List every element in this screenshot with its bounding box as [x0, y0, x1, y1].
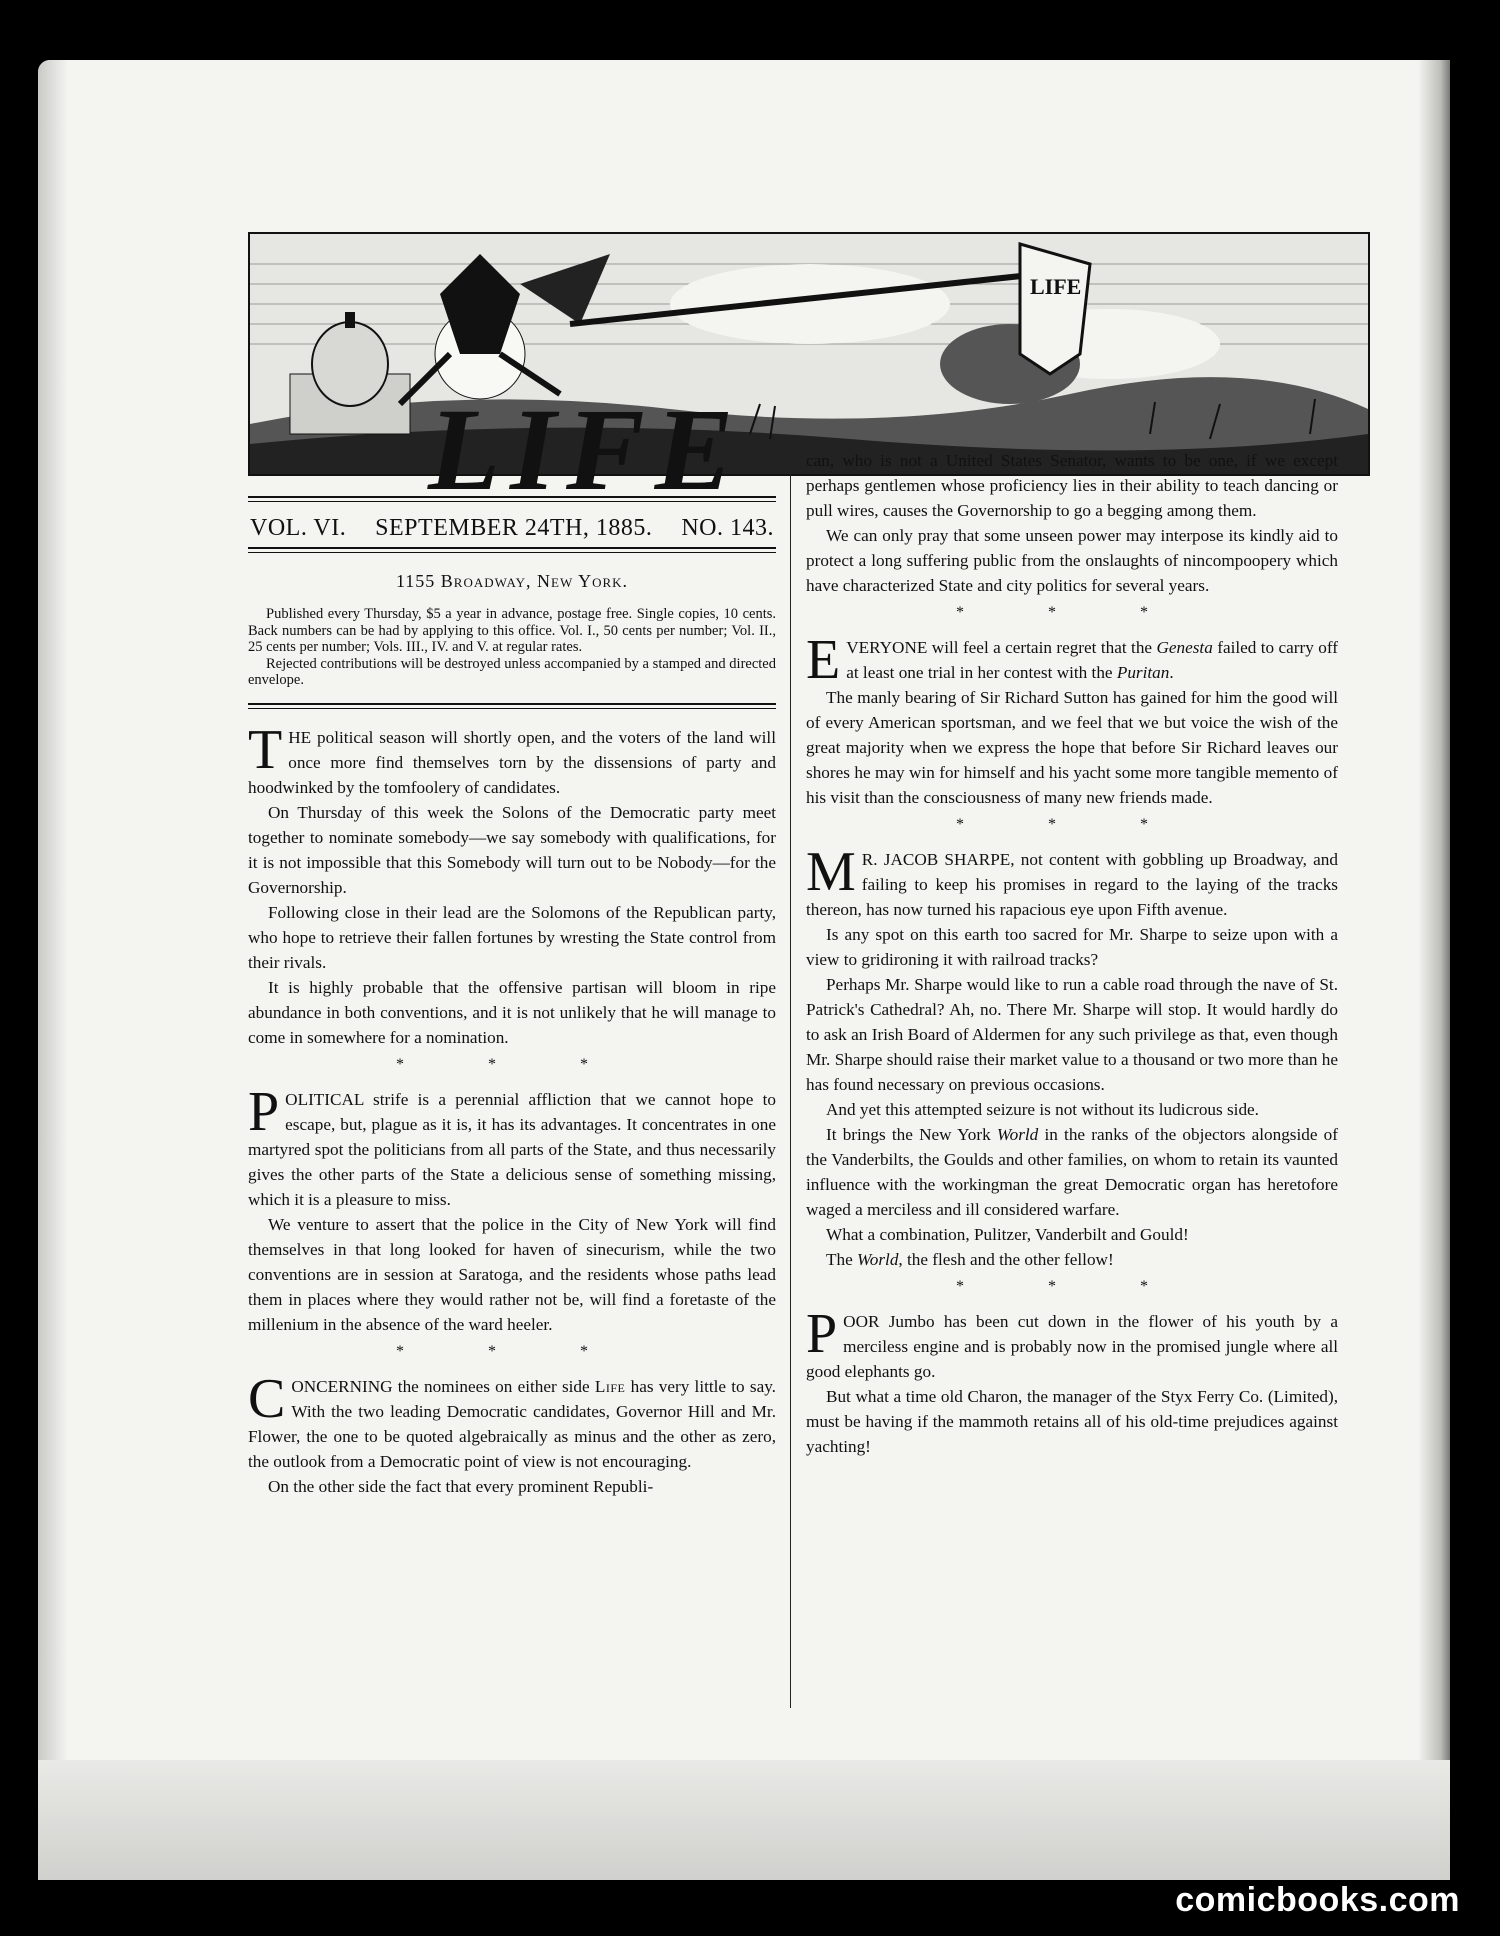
left-column [248, 496, 776, 1499]
column-divider [790, 448, 791, 1708]
drop-cap: M [806, 841, 856, 903]
subscription-info: Published every Thursday, $5 a year in advance, postage free. Single copies, 10 cents. Back numbers can be had by applying to this office. Vol. I., 50 cents per number; Vol. II., 25 cents per number; Vols. III., IV. and V. at regular rates. [248, 606, 776, 655]
section-separator: * * * [956, 1278, 1188, 1295]
right-column [806, 448, 1338, 1459]
article-paragraph: can, who is not a United States Senator, wants to be one, if we except perhaps gentlemen whose proficiency lies in their ability to teach dancing or pull wires, causes the Governorship to go a begging among them. [806, 451, 1338, 520]
section-separator: * * * [396, 1055, 628, 1073]
page-gutter [1418, 60, 1450, 1760]
page-bottom-edge [38, 1760, 1450, 1880]
article-paragraph: We can only pray that some unseen power may interpose its kindly aid to protect a long suffering public from the onslaughts of nincompoopery which have characterized State and city politics for several years. [806, 526, 1338, 595]
drop-cap: P [806, 1303, 838, 1365]
issue-line [248, 502, 776, 547]
drop-cap: C [248, 1367, 286, 1430]
article-paragraph: On the other side the fact that every prominent Republi- [268, 1476, 654, 1496]
article-paragraph: And yet this attempted seizure is not without its ludicrous side. [826, 1100, 1259, 1119]
volume: VOL. VI. [250, 515, 347, 541]
article-paragraph: It is highly probable that the offensive partisan will bloom in ripe abundance in both conventions, and it is not unlikely that he will manage to come in somewhere for a nomination. [248, 977, 776, 1047]
article-paragraph: POOR Jumbo has been cut down in the flower of his youth by a merciless engine and is probably now in the promised jungle where all good elephants go. [806, 1303, 1338, 1381]
article-paragraph: What a combination, Pulitzer, Vanderbilt and Gould! [826, 1225, 1189, 1244]
section-separator: * * * [956, 816, 1188, 833]
section-separator: * * * [396, 1342, 628, 1360]
article-paragraph: On Thursday of this week the Solons of the Democratic party meet together to nominate somebody—we say somebody with qualifications, for it is not impossible that this Somebody will turn out to be Nobody—for the Governorship. [248, 802, 776, 897]
shield-lettering: LIFE [1030, 274, 1082, 299]
contributions-notice: Rejected contributions will be destroyed unless accompanied by a stamped and directed envelope. [248, 655, 776, 688]
masthead-illustration [248, 232, 1370, 476]
article-paragraph: EVERYONE will feel a certain regret that the Genesta failed to carry off at least one trial in her contest with the Puritan. [806, 629, 1338, 691]
magazine-logo: LIFE [428, 384, 744, 515]
article-paragraph: Is any spot on this earth too sacred for Mr. Sharpe to seize upon with a view to gridironing it with railroad tracks? [806, 925, 1338, 969]
publisher-address: 1155 Broadway, New York. [395, 571, 629, 591]
article-paragraph: M R. JACOB SHARPE, not content with gobbling up Broadway, and failing to keep his promises in regard to the laying of the tracks thereon, has now turned his rapacious eye upon Fifth avenue. [806, 841, 1338, 919]
article-paragraph: CONCERNING the nominees on either side Life has very little to say. With the two leading Democratic candidates, Governor Hill and Mr. Flower, the one to be quoted algebraically as minus and the other as zero, the outlook from a Democratic point of view is not encouraging. [248, 1367, 776, 1471]
drop-cap: E [806, 629, 841, 691]
article-paragraph: We venture to assert that the police in the City of New York will find themselves in that long looked for haven of sinecurism, while the two conventions are in session at Saratoga, and the residents whose paths lead them in places where they would rather not be, will find a foretaste of the millenium in the absence of the ward heeler. [248, 1214, 776, 1334]
article-paragraph: THE political season will shortly open, and the voters of the land will once more find themselves torn by the dissensions of party and hoodwinked by the tomfoolery of candidates. [248, 718, 776, 797]
article-paragraph: It brings the New York World in the ranks of the objectors alongside of the Vanderbilts, the Goulds and other families, on whom to retain its vaunted influence with the workingman the great Democratic organ has heretofore waged a merciless and ill considered warfare. [806, 1125, 1338, 1219]
article-paragraph: Perhaps Mr. Sharpe would like to run a cable road through the nave of St. Patrick's Cathedral? Ah, no. There Mr. Sharpe will stop. It would hardly do to ask an Irish Board of Aldermen for any such privilege as that, even though Mr. Sharpe should raise their market value to a thousand or two more than he has found necessary on previous occasions. [806, 975, 1338, 1094]
issue-number: NO. 143. [681, 515, 774, 541]
article-paragraph: Following close in their lead are the Solomons of the Republican party, who hope to retrieve their fallen fortunes by wresting the State control from their rivals. [248, 902, 776, 972]
page-spine-shadow [38, 60, 68, 1760]
article-paragraph: The manly bearing of Sir Richard Sutton has gained for him the good will of every American sportsman, and we feel that we but voice the wish of the great majority when we express the hope that before Sir Richard leaves our shores he may win for himself and his yacht some more tangible memento of his visit than the consciousness of many new friends made. [806, 688, 1338, 807]
masthead-engraving [250, 234, 1368, 474]
section-separator: * * * [956, 604, 1188, 621]
article-paragraph: But what a time old Charon, the manager of the Styx Ferry Co. (Limited), must be having if the mammoth retains all of his old-time prejudices against yachting! [806, 1387, 1338, 1456]
issue-date: SEPTEMBER 24TH, 1885. [375, 515, 653, 541]
drop-cap: T [248, 718, 283, 781]
drop-cap: P [248, 1080, 280, 1143]
article-paragraph: The World, the flesh and the other fellow! [826, 1250, 1114, 1269]
article-paragraph: POLITICAL strife is a perennial affliction that we cannot hope to escape, but, plague as it is, it has its advantages. It concentrates in one martyred spot the politicians from all parts of the State, and thus necessarily gives the other parts of the State a delicious sense of something missing, which it is a pleasure to miss. [248, 1080, 776, 1209]
double-rule [248, 547, 776, 553]
publication-info [248, 606, 776, 689]
site-watermark: comicbooks.com [1175, 1881, 1460, 1919]
